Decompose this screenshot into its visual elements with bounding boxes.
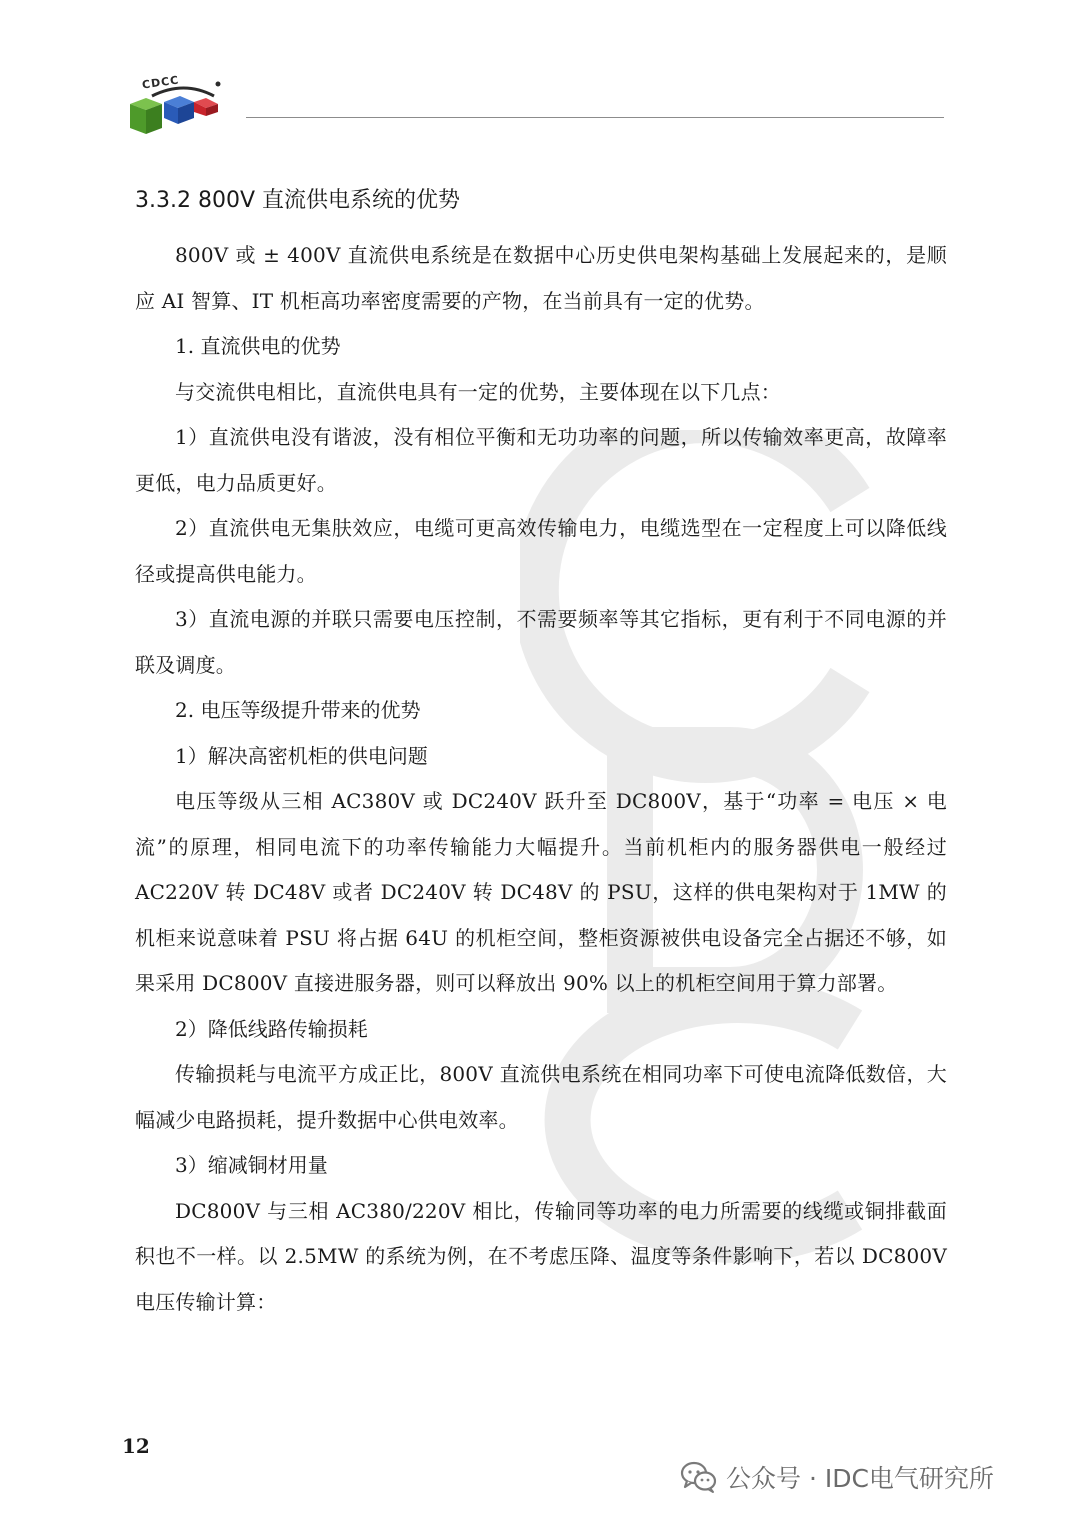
wechat-icon bbox=[680, 1460, 718, 1494]
wechat-source[interactable] bbox=[680, 1457, 994, 1497]
logo-text: CDCC bbox=[141, 73, 181, 92]
paragraph: 传输损耗与电流平方成正比，800V 直流供电系统在相同功率下可使电流降低数倍，大幅减少电路损耗，提升数据中心供电效率。 bbox=[135, 1062, 947, 1132]
document-body bbox=[135, 185, 947, 1325]
paragraph-list bbox=[135, 233, 947, 1325]
source-text: 公众号 · IDC电气研究所 bbox=[726, 1464, 994, 1493]
paragraph: 1）直流供电没有谐波，没有相位平衡和无功功率的问题，所以传输效率更高，故障率更低，电力品质更好。 bbox=[135, 425, 947, 495]
subheading: 3）缩减铜材用量 bbox=[175, 1153, 328, 1177]
paragraph: 3）直流电源的并联只需要电压控制，不需要频率等其它指标，更有利于不同电源的并联及调度。 bbox=[135, 607, 947, 677]
section-title: 3.3.2 800V 直流供电系统的优势 bbox=[135, 188, 461, 213]
subheading: 2）降低线路传输损耗 bbox=[175, 1016, 368, 1041]
paragraph: 800V 或 ± 400V 直流供电系统是在数据中心历史供电架构基础上发展起来的，是顺应 AI 智算、IT 机柜高功率密度需要的产物，在当前具有一定的优势。 bbox=[135, 243, 947, 313]
header-rule bbox=[246, 117, 944, 118]
paragraph: 2）直流供电无集肤效应，电缆可更高效传输电力，电缆选型在一定程度上可以降低线径或提高供电能力。 bbox=[135, 516, 947, 586]
paragraph: DC800V 与三相 AC380/220V 相比，传输同等功率的电力所需要的线缆或铜排截面积也不一样。以 2.5MW 的系统为例，在不考虑压降、温度等条件影响下，若以 DC800V 电压传输计算： bbox=[135, 1198, 947, 1314]
paragraph: 与交流供电相比，直流供电具有一定的优势，主要体现在以下几点： bbox=[175, 379, 781, 404]
cdcc-logo bbox=[128, 74, 228, 136]
subheading: 1）解决高密机柜的供电问题 bbox=[175, 743, 428, 768]
subheading: 2. 电压等级提升带来的优势 bbox=[175, 698, 421, 722]
subheading: 1. 直流供电的优势 bbox=[175, 334, 341, 358]
page-number: 12 bbox=[122, 1434, 150, 1458]
paragraph: 电压等级从三相 AC380V 或 DC240V 跃升至 DC800V，基于“功率 = 电压 × 电流”的原理，相同电流下的功率传输能力大幅提升。当前机柜内的服务器供电一般经过 AC220V 转 DC48V 或者 DC240V 转 DC48V 的 PSU，这样的供电架构对于 1MW 的机柜来说意味着 PSU 将占据 64U 的机柜空间，整柜资源被供电设备完全占据还不够，如果采用 DC800V 直接进服务器，则可以释放出 90% 以上的机柜空间用于算力部署。 bbox=[135, 789, 947, 995]
